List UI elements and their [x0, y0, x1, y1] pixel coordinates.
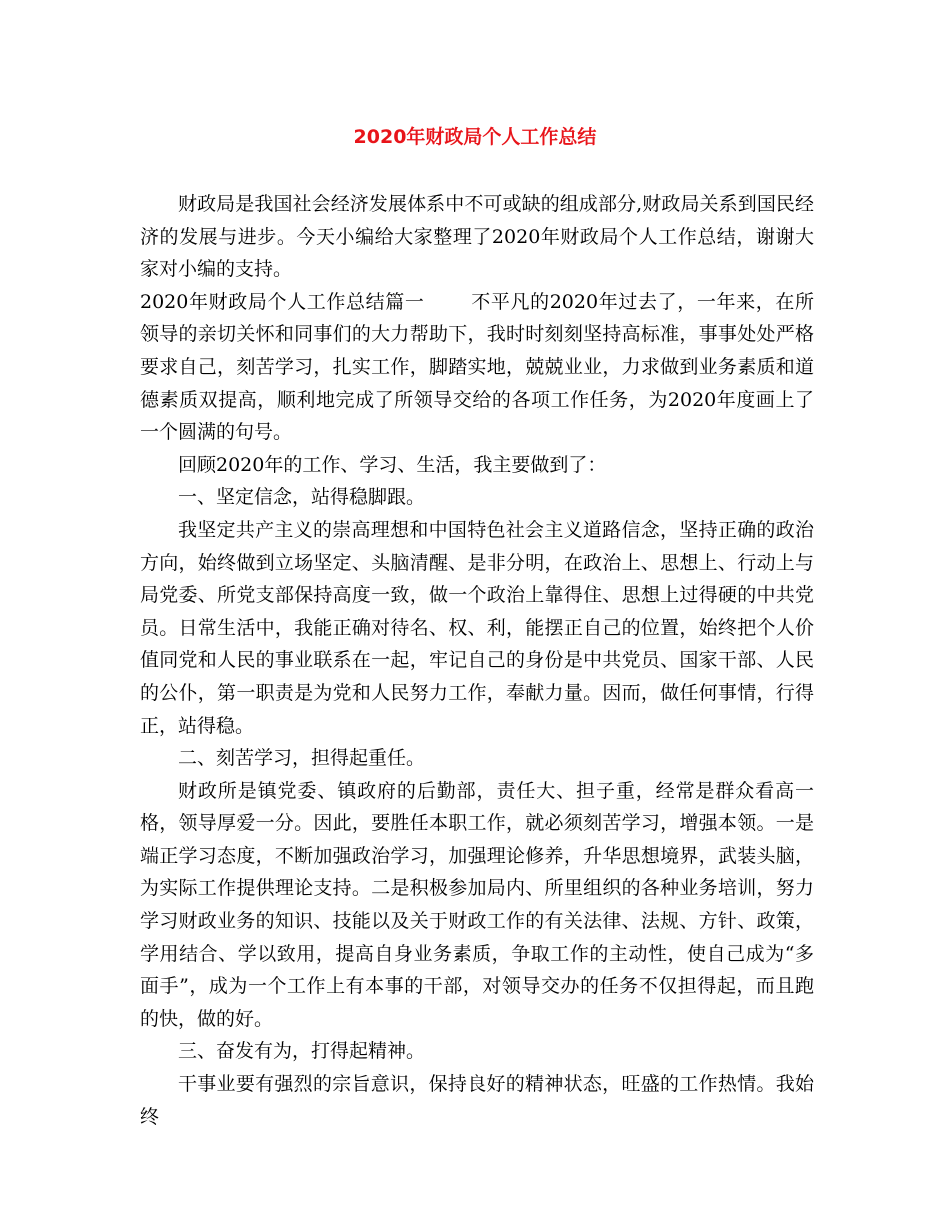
document-body [140, 188, 814, 1133]
article-heading: 2020年财政局个人工作总结篇一 [140, 290, 425, 313]
article-opening-paragraph [140, 286, 814, 449]
section-3-body: 干事业要有强烈的宗旨意识，保持良好的精神状态，旺盛的工作热情。我始终 [140, 1073, 814, 1128]
section-1-heading: 一、坚定信念，站得稳脚跟。 [178, 486, 426, 509]
document-title: 2020年财政局个人工作总结 [353, 126, 597, 148]
section-2-heading: 二、刻苦学习，担得起重任。 [178, 747, 426, 770]
intro-paragraph: 财政局是我国社会经济发展体系中不可或缺的组成部分,财政局关系到国民经济的发展与进步。今天小编给大家整理了2020年财政局个人工作总结，谢谢大家对小编的支持。 [140, 193, 814, 281]
article-opening-text: 不平凡的2020年过去了，一年来，在所领导的亲切关怀和同事们的大力帮助下，我时时刻刻坚持高标准，事事处处严格要求自己，刻苦学习，扎实工作，脚踏实地，兢兢业业，力求做到业务素质和道德素质双提高，顺利地完成了所领导交给的各项工作任务，为2020年度画上了一个圆满的句号。 [140, 290, 815, 444]
review-line: 回顾2020年的工作、学习、生活，我主要做到了： [178, 453, 607, 476]
section-1-body: 我坚定共产主义的崇高理想和中国特色社会主义道路信念，坚持正确的政治方向，始终做到立场坚定、头脑清醒、是非分明，在政治上、思想上、行动上与局党委、所党支部保持高度一致，做一个政治上靠得住、思想上过得硬的中共党员。日常生活中，我能正确对待名、权、利，能摆正自己的位置，始终把个人价值同党和人民的事业联系在一起，牢记自己的身份是中共党员、国家干部、人民的公仆，第一职责是为党和人民努力工作，奉献力量。因而，做任何事情，行得正，站得稳。 [140, 518, 814, 737]
section-2-body: 财政所是镇党委、镇政府的后勤部，责任大、担子重，经常是群众看高一格，领导厚爱一分。因此，要胜任本职工作，就必须刻苦学习，增强本领。一是端正学习态度，不断加强政治学习，加强理论修养，升华思想境界，武装头脑，为实际工作提供理论支持。二是积极参加局内、所里组织的各种业务培训，努力学习财政业务的知识、技能以及关于财政工作的有关法律、法规、方针、政策，学用结合、学以致用，提高自身业务素质，争取工作的主动性，使自己成为“多面手”，成为一个工作上有本事的干部，对领导交办的任务不仅担得起，而且跑的快，做的好。 [140, 779, 814, 1030]
section-3-heading: 三、奋发有为，打得起精神。 [178, 1040, 426, 1063]
